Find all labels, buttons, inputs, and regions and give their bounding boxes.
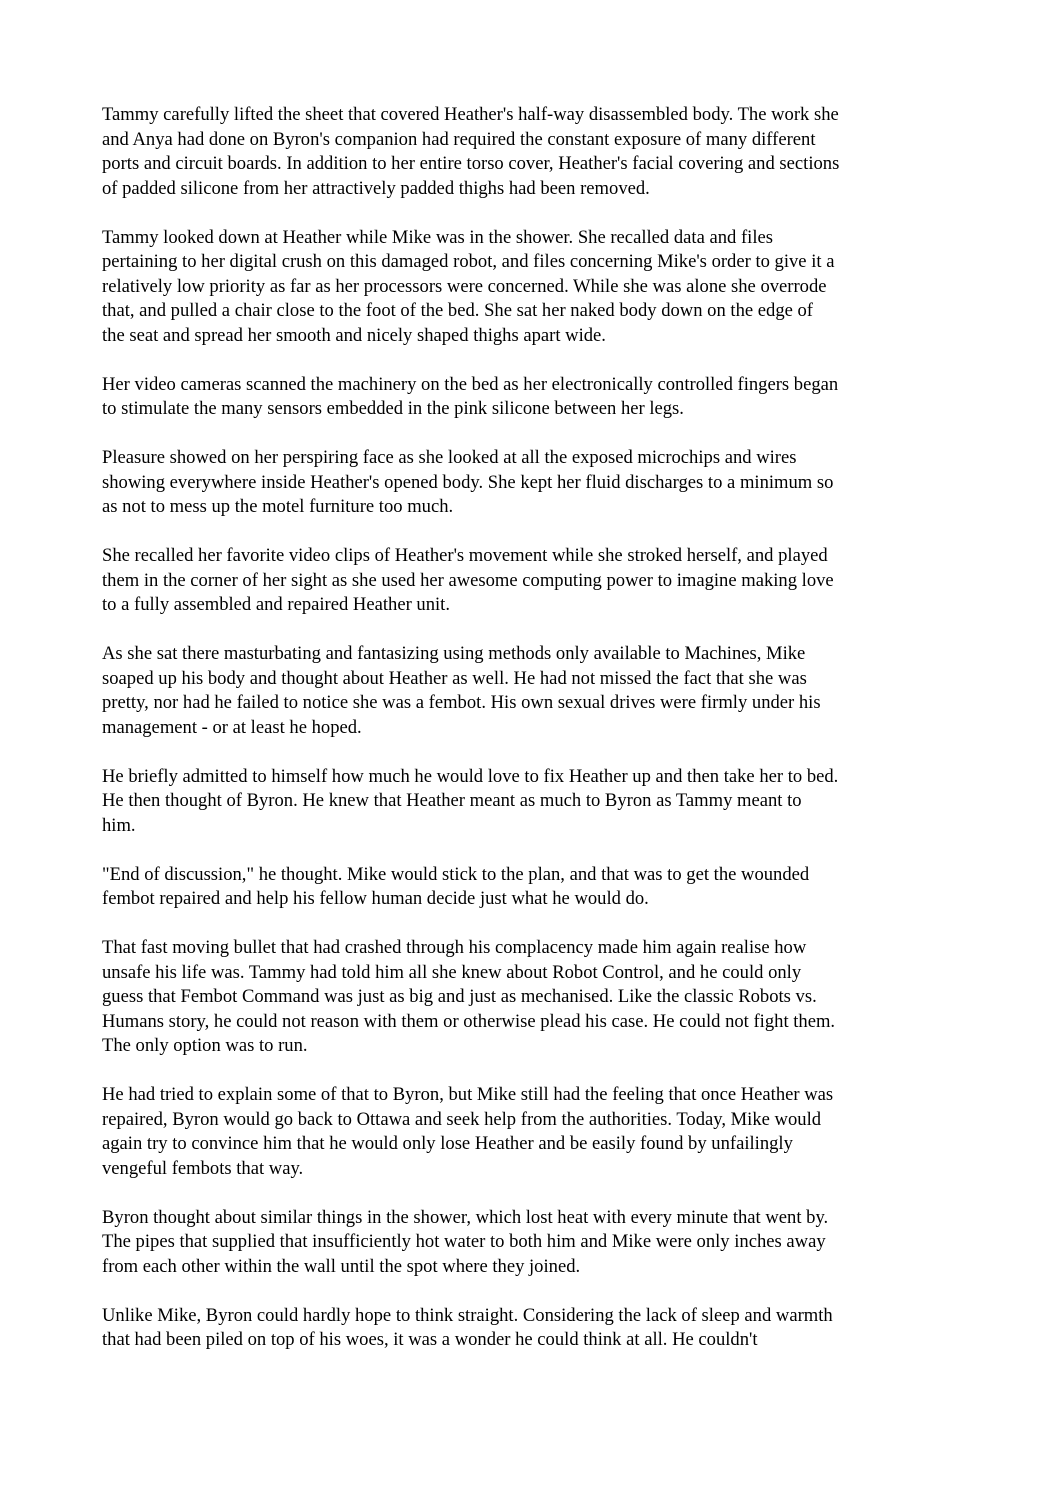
paragraph-4: Pleasure showed on her perspiring face as she looked at all the exposed microchips and wires showing everywhere inside Heather's opened body. She kept her fluid discharges to a minimum so as not to mess up the motel furniture too much.	[102, 447, 834, 517]
paragraph-12: Unlike Mike, Byron could hardly hope to think straight. Considering the lack of sleep and warmth that had been piled on top of his woes, it was a wonder he could think at all. He couldn't	[102, 1304, 833, 1350]
paragraph-5: She recalled her favorite video clips of Heather's movement while she stroked herself, and played them in the corner of her sight as she used her awesome computing power to imagine making love to a fully assembled and repaired Heather unit.	[102, 545, 834, 615]
paragraph-2: Tammy looked down at Heather while Mike was in the shower. She recalled data and files pertaining to her digital crush on this damaged robot, and files concerning Mike's order to give it a relatively low priority as far as her processors were concerned. While she was alone she overrode that, and pulled a chair close to the foot of the bed. She sat her naked body down on the edge of the seat and spread her smooth and nicely shaped thighs apart wide.	[102, 226, 835, 346]
paragraph-10: He had tried to explain some of that to Byron, but Mike still had the feeling that once Heather was repaired, Byron would go back to Ottawa and seek help from the authorities. Today, Mike would again try to convince him that he would only lose Heather and be easily found by unfailingly vengeful fembots that way.	[102, 1084, 834, 1179]
paragraph-3: Her video cameras scanned the machinery on the bed as her electronically controlled fingers began to stimulate the many sensors embedded in the pink silicone between her legs.	[102, 373, 839, 419]
paragraph-1: Tammy carefully lifted the sheet that covered Heather's half-way disassembled body. The work she and Anya had done on Byron's companion had required the constant exposure of many different ports and circuit boards. In addition to her entire torso cover, Heather's facial covering and sections of padded silicone from her attractively padded thighs had been removed.	[102, 104, 840, 199]
document-body	[102, 103, 962, 1353]
paragraph-7: He briefly admitted to himself how much he would love to fix Heather up and then take her to bed. He then thought of Byron. He knew that Heather meant as much to Byron as Tammy meant to him.	[102, 765, 839, 836]
paragraph-9: That fast moving bullet that had crashed through his complacency made him again realise how unsafe his life was. Tammy had told him all she knew about Robot Control, and he could only guess that Fembot Command was just as big and just as mechanised. Like the classic Robots vs. Humans story, he could not reason with them or otherwise plead his case. He could not fight them. The only option was to run.	[102, 937, 836, 1056]
paragraph-6: As she sat there masturbating and fantasizing using methods only available to Machines, Mike soaped up his body and thought about Heather as well. He had not missed the fact that she was pretty, nor had he failed to notice she was a fembot. His own sexual drives were firmly under his management - or at least he hoped.	[102, 643, 821, 738]
paragraph-11: Byron thought about similar things in the shower, which lost heat with every minute that went by. The pipes that supplied that insufficiently hot water to both him and Mike were only inches away from each other within the wall until the spot where they joined.	[102, 1206, 829, 1277]
paragraph-8: "End of discussion," he thought. Mike would stick to the plan, and that was to get the wounded fembot repaired and help his fellow human decide just what he would do.	[102, 863, 810, 909]
